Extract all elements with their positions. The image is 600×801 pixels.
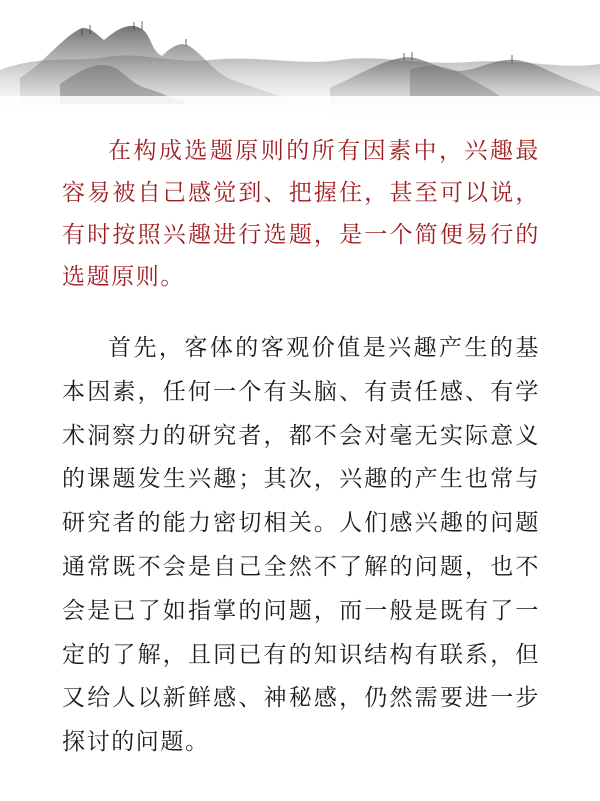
ink-landscape-banner (0, 0, 600, 130)
body-paragraph: 首先，客体的客观价值是兴趣产生的基本因素，任何一个有头脑、有责任感、有学术洞察力的研究者，都不会对毫无实际意义的课题发生兴趣；其次，兴趣的产生也常与研究者的能力密切相关。人们感兴趣的问题通常既不会是自己全然不了解的问题，也不会是已了如指掌的问题，而一般是既有了一定的了解，且同已有的知识结构有联系，但又给人以新鲜感、神秘感，仍然需要进一步探讨的问题。 (62, 335, 540, 756)
intro-paragraph: 在构成选题原则的所有因素中，兴趣最容易被自己感觉到、把握住，甚至可以说，有时按照兴趣进行选题，是一个简便易行的选题原则。 (62, 138, 540, 290)
